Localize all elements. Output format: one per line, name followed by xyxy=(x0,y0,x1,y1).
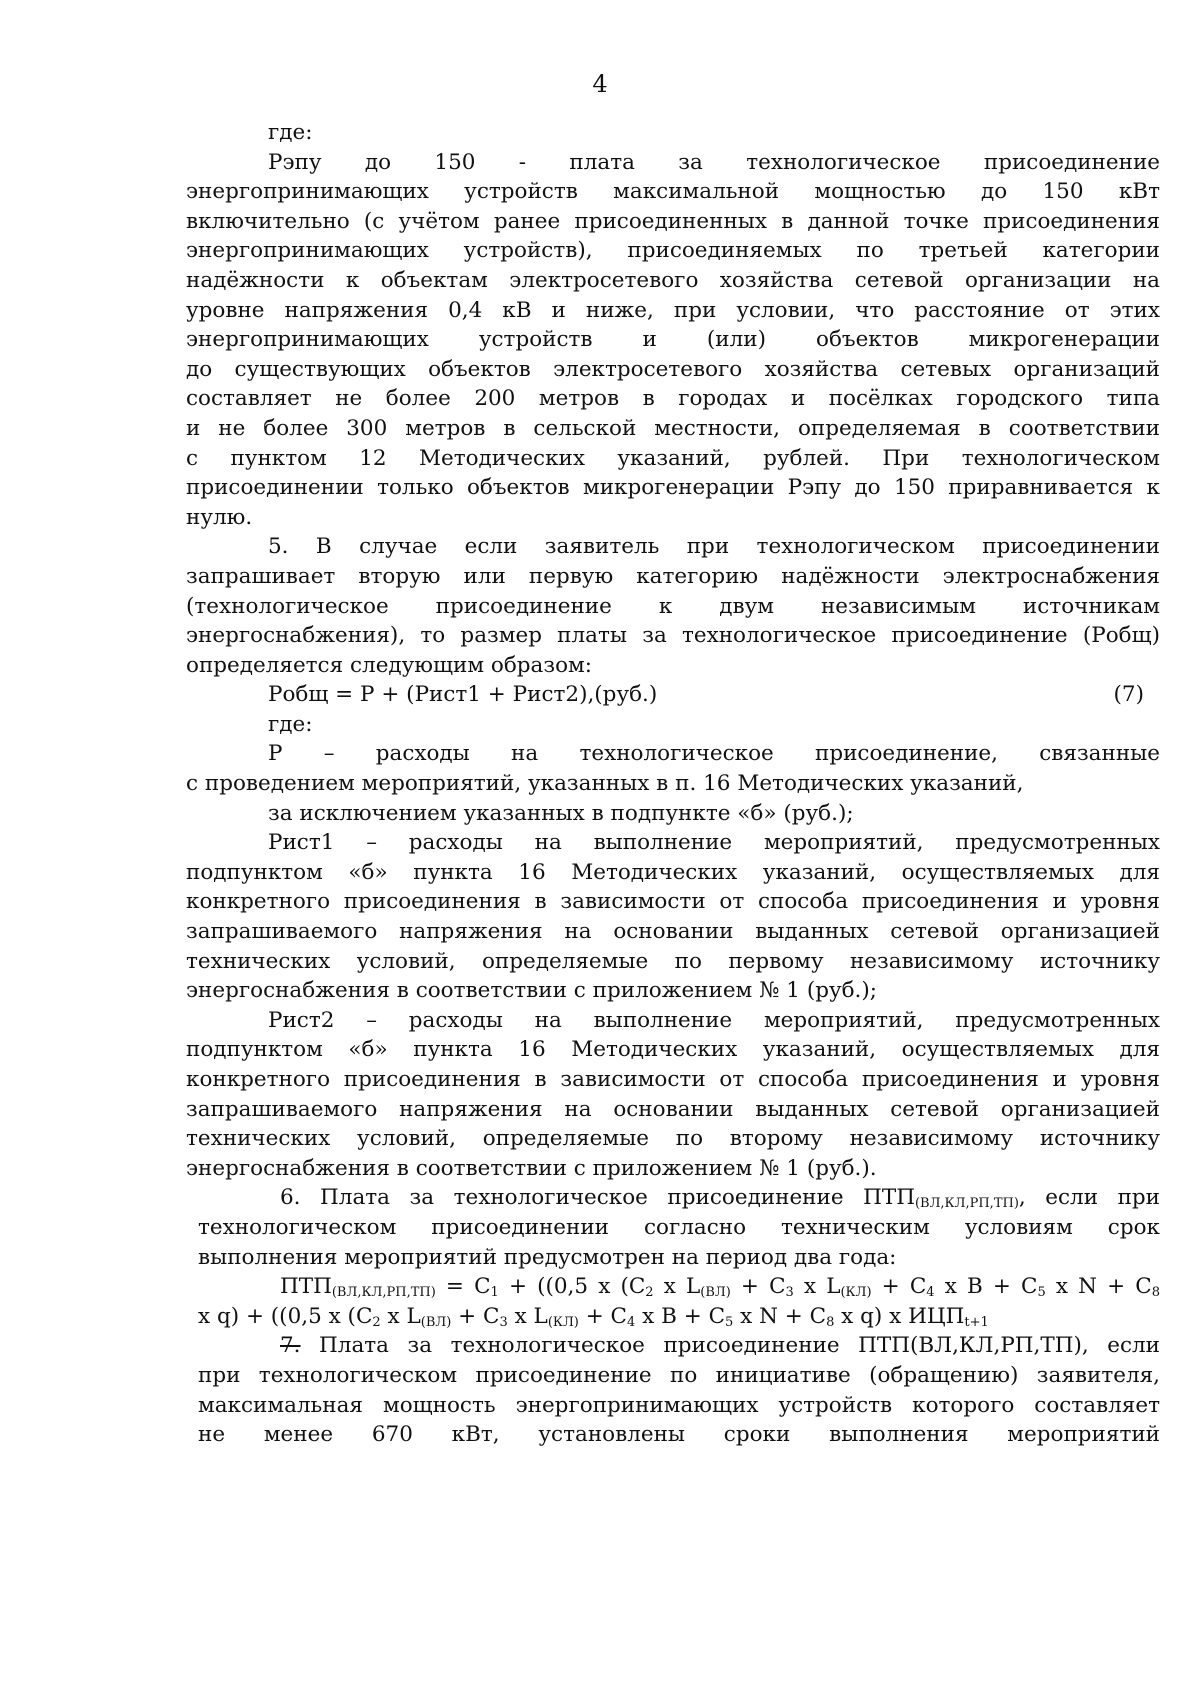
formula-text: Робщ = Р + (Рист1 + Рист2),(руб.) xyxy=(268,682,658,708)
text-line: Рист1 – расходы на выполнение мероприятий, предусмотренных xyxy=(268,830,1160,856)
text-line: Рэпу до 150 - плата за технологическое присоединение xyxy=(268,149,1160,175)
subscript: 5 xyxy=(725,1314,734,1330)
formula-number: (7) xyxy=(1113,682,1144,708)
text-line: запрашиваемого напряжения на основании выданных сетевой организацией xyxy=(186,919,1160,945)
text-line: запрашиваемого напряжения на основании выданных сетевой организацией xyxy=(186,1096,1160,1122)
text-line: не менее 670 кВт, установлены сроки выполнения мероприятий xyxy=(198,1422,1160,1448)
subscript: t+1 xyxy=(964,1314,989,1330)
text-line: энергоснабжения в соответствии с приложением № 1 (руб.). xyxy=(186,1155,877,1181)
text-line: энергопринимающих устройств максимальной мощностью до 150 кВт xyxy=(186,179,1160,205)
formula-text: х L xyxy=(793,1274,841,1300)
text-line: включительно (с учётом ранее присоединенных в данной точке присоединения xyxy=(186,208,1160,234)
formula-text: х В + С xyxy=(934,1274,1038,1300)
document-body xyxy=(186,118,1160,1450)
formula-text: х N + С xyxy=(1045,1274,1152,1300)
formula-text: х N + С xyxy=(733,1303,827,1329)
subscript: (ВЛ) xyxy=(700,1285,731,1301)
formula-text: ПТП xyxy=(280,1274,332,1300)
text-line: составляет не более 200 метров в городах и посёлках городского типа xyxy=(186,386,1160,412)
text-line: и не более 300 метров в сельской местности, определяемая в соответствии xyxy=(186,415,1160,441)
section-number: 7. xyxy=(280,1333,301,1359)
text-line: энергопринимающих устройств), присоединяемых по третьей категории xyxy=(186,238,1160,264)
page-number: 4 xyxy=(592,70,608,98)
text-line: технологическом присоединении согласно техническим условиям срок xyxy=(198,1214,1160,1240)
text-line: технических условий, определяемые по первому независимому источнику xyxy=(186,948,1160,974)
subscript: 1 xyxy=(490,1285,499,1301)
text-line: 5. В случае если заявитель при технологическом присоединении xyxy=(268,534,1160,560)
section-4-tail xyxy=(186,118,1160,532)
section-6 xyxy=(186,1183,1160,1331)
text-fragment: Плата за технологическое присоединение ПТП(ВЛ,КЛ,РП,ТП), если xyxy=(300,1333,1160,1359)
text-line: конкретного присоединения в зависимости от способа присоединения и уровня xyxy=(186,1067,1160,1092)
formula-text: х L xyxy=(507,1303,548,1329)
text-line xyxy=(198,1183,1160,1213)
text-line: до существующих объектов электросетевого хозяйства сетевых организаций xyxy=(186,356,1160,382)
text-line: запрашивает вторую или первую категорию надёжности электроснабжения xyxy=(186,563,1160,589)
formula-7 xyxy=(186,680,1160,710)
where-label: где: xyxy=(268,120,313,145)
subscript: 3 xyxy=(499,1314,508,1330)
text-line xyxy=(198,1331,1160,1361)
text-line: технических условий, определяемые по второму независимому источнику xyxy=(186,1126,1160,1152)
subscript: 4 xyxy=(627,1314,636,1330)
subscript: 8 xyxy=(826,1314,835,1330)
text-line: нулю. xyxy=(186,504,253,530)
text-line: выполнения мероприятий предусмотрен на период два года: xyxy=(198,1244,897,1270)
formula-line xyxy=(198,1272,1160,1302)
text-line: конкретного присоединения в зависимости от способа присоединения и уровня xyxy=(186,889,1160,915)
section-7 xyxy=(186,1331,1160,1449)
text-line: надёжности к объектам электросетевого хозяйства сетевой организации на xyxy=(186,267,1160,293)
text-line: уровне напряжения 0,4 кВ и ниже, при условии, что расстояние от этих xyxy=(186,297,1160,323)
text-line: Р – расходы на технологическое присоединение, связанные xyxy=(268,741,1160,767)
subscript: 3 xyxy=(785,1285,794,1301)
formula-text: х q) + ((0,5 х (С xyxy=(198,1303,373,1329)
text-line: за исключением указанных в подпункте «б» (руб.); xyxy=(268,800,854,826)
text-line: энергоснабжения в соответствии с приложением № 1 (руб.); xyxy=(186,978,878,1004)
subscript: 5 xyxy=(1037,1285,1046,1301)
text-line: с проведением мероприятий, указанных в п. 16 Методических указаний, xyxy=(186,771,1024,797)
formula-text: х L xyxy=(653,1274,701,1300)
subscript: (КЛ) xyxy=(547,1314,579,1330)
subscript: (ВЛ,КЛ,РП,ТП) xyxy=(331,1285,436,1301)
formula-text: + С xyxy=(871,1274,927,1300)
subscript: 8 xyxy=(1151,1285,1160,1301)
formula-text: х L xyxy=(380,1303,421,1329)
text-line: энергоснабжения), то размер платы за технологическое присоединение (Робщ) xyxy=(186,623,1160,649)
text-fragment: , если при xyxy=(1018,1185,1160,1211)
text-fragment: 6. Плата за технологическое присоединение ПТП xyxy=(280,1185,915,1211)
formula-text: х q) х ИЦП xyxy=(834,1303,965,1329)
text-line: Рист2 – расходы на выполнение мероприятий, предусмотренных xyxy=(268,1007,1160,1033)
subscript: (ВЛ) xyxy=(420,1314,452,1330)
text-line: присоединении только объектов микрогенерации Рэпу до 150 приравнивается к xyxy=(186,475,1160,501)
subscript: 4 xyxy=(926,1285,935,1301)
text-line: подпунктом «б» пункта 16 Методических указаний, осуществляемых для xyxy=(186,1037,1160,1063)
text-line: (технологическое присоединение к двум независимым источникам xyxy=(186,593,1160,619)
formula-text: + С xyxy=(451,1303,500,1329)
text-line: максимальная мощность энергопринимающих устройств которого составляет xyxy=(198,1392,1160,1418)
text-line: энергопринимающих устройств и (или) объектов микрогенерации xyxy=(186,327,1160,353)
subscript: 2 xyxy=(372,1314,381,1330)
formula-text: = С xyxy=(435,1274,491,1300)
formula-text: + ((0,5 х (С xyxy=(498,1274,646,1300)
text-line: при технологическом присоединение по инициативе (обращению) заявителя, xyxy=(198,1362,1160,1388)
text-line: с пунктом 12 Методических указаний, рублей. При технологическом xyxy=(186,445,1160,471)
subscript: (КЛ) xyxy=(840,1285,872,1301)
formula-text: + С xyxy=(730,1274,786,1300)
formula-text: + С xyxy=(578,1303,628,1329)
text-line: определяется следующим образом: xyxy=(186,652,593,678)
where-label: где: xyxy=(268,711,313,737)
section-5 xyxy=(186,532,1160,1183)
formula-text: х В + С xyxy=(635,1303,726,1329)
subscript: 2 xyxy=(645,1285,654,1301)
text-line: подпунктом «б» пункта 16 Методических указаний, осуществляемых для xyxy=(186,859,1160,885)
subscript: (ВЛ,КЛ,РП,ТП) xyxy=(914,1196,1019,1212)
formula-line xyxy=(198,1302,1160,1332)
